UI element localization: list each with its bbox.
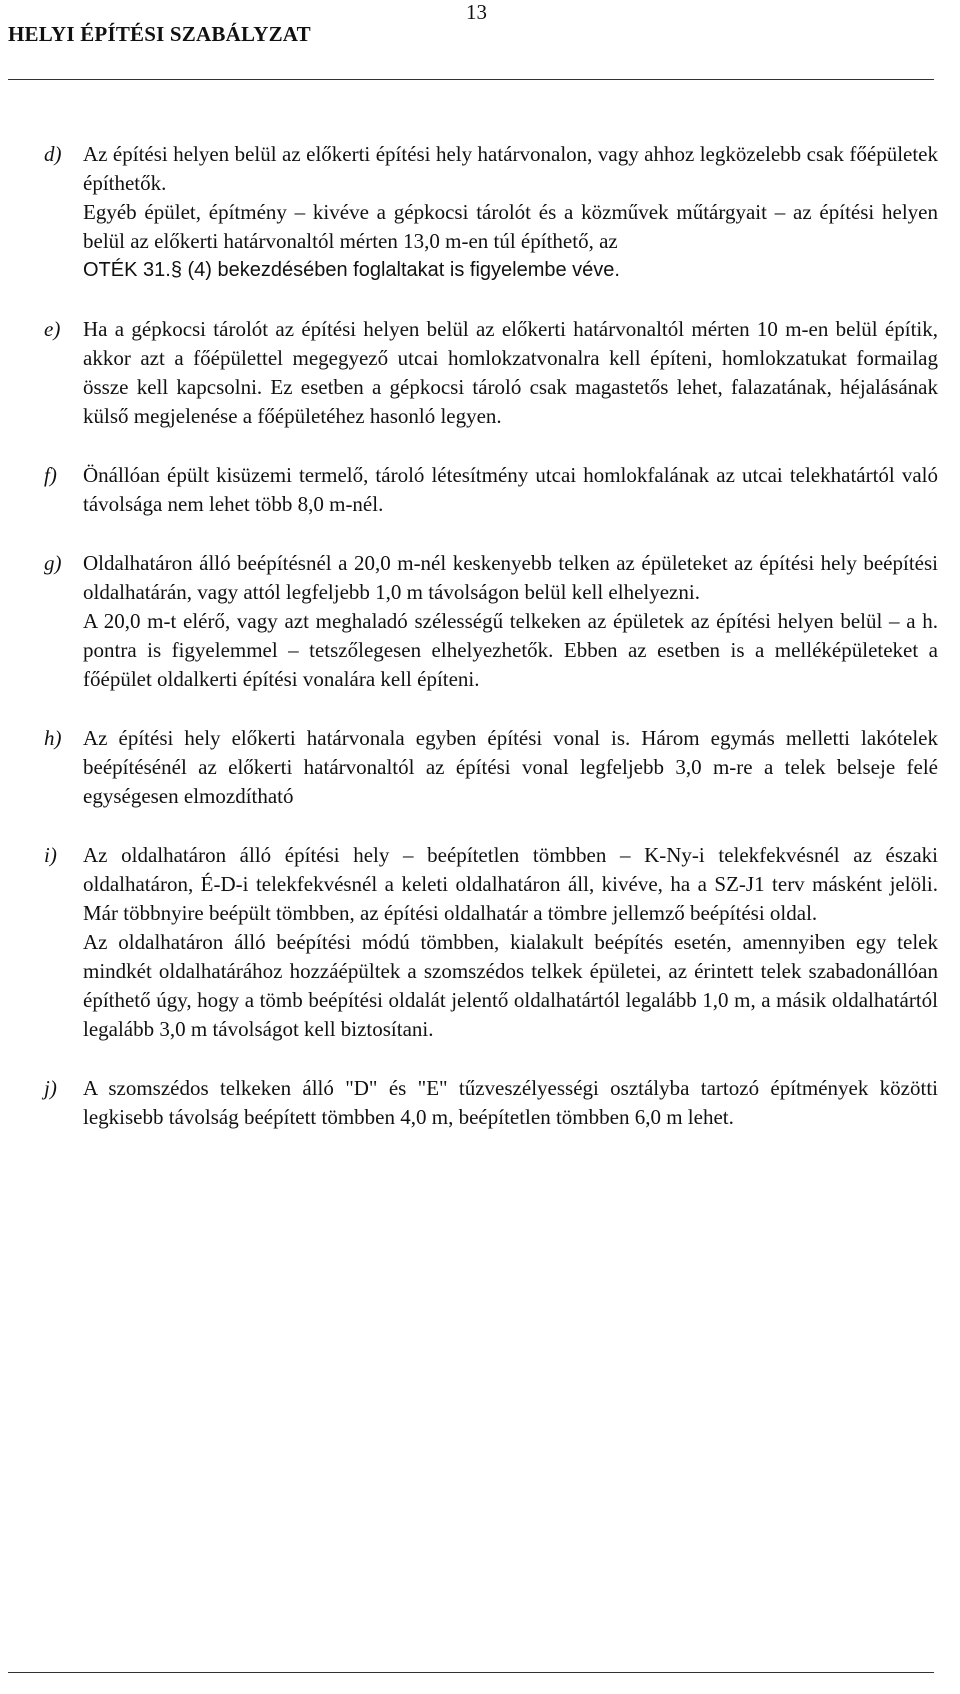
paragraph: Az oldalhatáron álló építési hely – beépítetlen tömbben – K-Ny-i telekfekvésnél az északi oldalhatáron, É-D-i telekfekvésnél a keleti oldalhatáron áll, kivéve, ha a SZ-J1 terv másként jelöli. Már többnyire beépült tömbben, az építési oldalhatár a tömbre jellemző beépítési oldal. xyxy=(83,843,938,925)
paragraph: Az építési helyen belül az előkerti építési hely határvonalon, vagy ahhoz legközelebb csak főépületek építhetők. xyxy=(83,142,938,195)
paragraph: Az oldalhatáron álló beépítési módú tömbben, kialakult beépítés esetén, amennyiben egy telek mindkét oldalhatárához hozzáépültek a szomszédos telkek épületei, az érintett telek szabadonállóan építhető úgy, hogy a tömb beépítési oldalát jelentő oldalhatártól legalább 1,0 m, a másik oldalhatártól legalább 3,0 m távolságot kell biztosítani. xyxy=(83,930,938,1041)
paragraph: Oldalhatáron álló beépítésnél a 20,0 m-nél keskenyebb telken az épületeket az építési hely beépítési oldalhatárán, vagy attól legfeljebb 1,0 m távolságon belül kell elhelyezni. xyxy=(83,551,938,604)
list-item-f xyxy=(0,461,960,519)
footer-divider xyxy=(8,1672,934,1673)
paragraph: Önállóan épült kisüzemi termelő, tároló létesítmény utcai homlokfalának az utcai telekhatártól való távolsága nem lehet több 8,0 m-nél. xyxy=(83,463,938,516)
list-item-g xyxy=(0,549,960,694)
list-marker: h) xyxy=(44,726,62,750)
paragraph: A szomszédos telkeken álló "D" és "E" tűzveszélyességi osztályba tartozó építmények közötti legkisebb távolság beépített tömbben 4,0 m, beépítetlen tömbben 6,0 m lehet. xyxy=(83,1076,938,1129)
paragraph: OTÉK 31.§ (4) bekezdésében foglaltakat is figyelembe véve. xyxy=(83,259,620,281)
header-divider xyxy=(8,79,934,80)
list-marker: i) xyxy=(44,843,57,867)
page-number: 13 xyxy=(466,0,487,24)
list-item-e xyxy=(0,315,960,431)
page-header-title: HELYI ÉPÍTÉSI SZABÁLYZAT xyxy=(8,22,311,46)
list-item-d xyxy=(0,140,960,285)
list-item-j xyxy=(0,1074,960,1132)
list-item-i xyxy=(0,841,960,1044)
list-marker: j) xyxy=(44,1076,57,1100)
paragraph: A 20,0 m-t elérő, vagy azt meghaladó szélességű telkeken az épületek az építési helyen belül – a h. pontra is figyelemmel – tetszőlegesen elhelyezhetők. Ebben az esetben is a melléképületeket a főépület oldalkerti építési vonalára kell építeni. xyxy=(83,609,938,691)
list-marker: d) xyxy=(44,142,62,166)
paragraph: Ha a gépkocsi tárolót az építési helyen belül az előkerti határvonaltól mérten 10 m-en belül építik, akkor azt a főépülettel megegyező utcai homlokzatvonalra kell építeni, homlokzatukat formailag össze kell kapcsolni. Ez esetben a gépkocsi tároló csak magastetős lehet, falazatának, héjalásának külső megjelenése a főépületéhez hasonló legyen. xyxy=(83,317,938,428)
list-marker: f) xyxy=(44,463,57,487)
list-marker: g) xyxy=(44,551,62,575)
document-body xyxy=(0,140,960,1162)
list-item-h xyxy=(0,724,960,811)
paragraph: Egyéb épület, építmény – kivéve a gépkocsi tárolót és a közművek műtárgyait – az építési helyen belül az előkerti határvonaltól mérten 13,0 m-en túl építhető, az xyxy=(83,200,938,253)
list-marker: e) xyxy=(44,317,61,341)
paragraph: Az építési hely előkerti határvonala egyben építési vonal is. Három egymás melletti lakótelek beépítésénél az előkerti határvonaltól az építési vonal legfeljebb 3,0 m-re a telek belseje felé egységesen elmozdítható xyxy=(83,726,938,808)
